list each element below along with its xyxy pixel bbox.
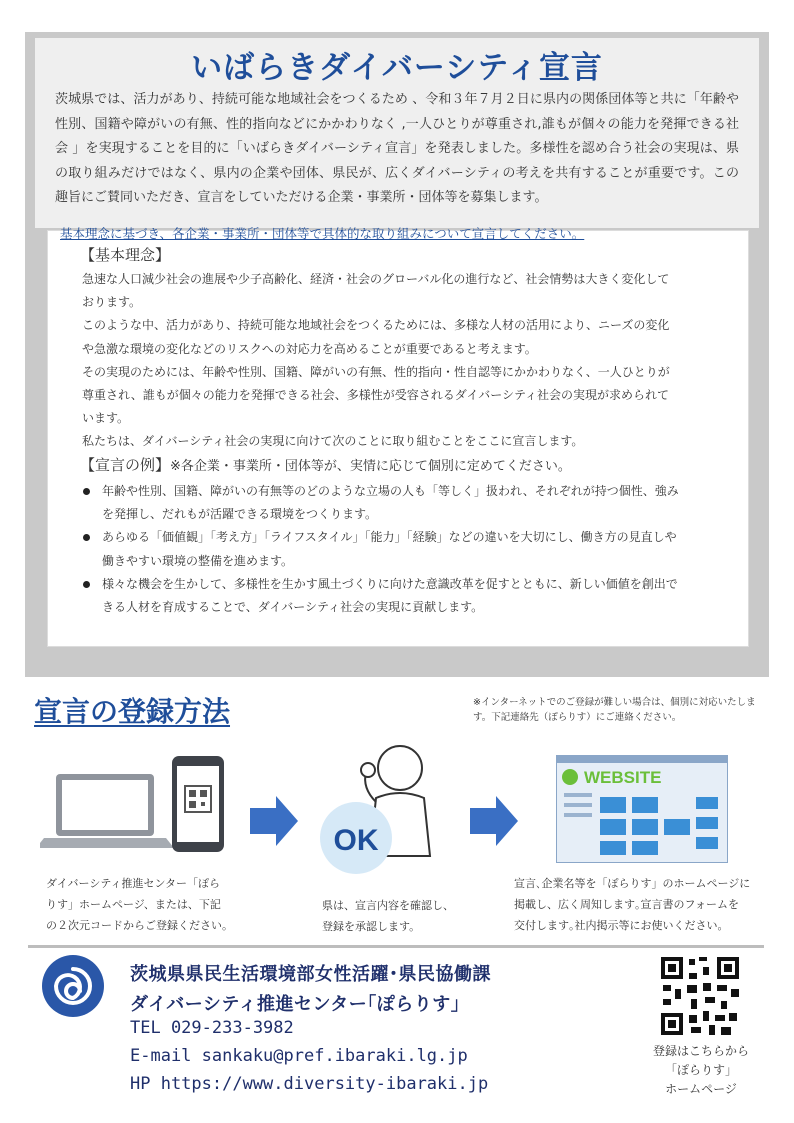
ok-badge: OK (333, 824, 379, 857)
laptop-phone-illustration (40, 752, 240, 857)
divider (28, 945, 764, 948)
basic-paragraph: その実現のためには、年齢や性別、国籍、障がいの有無、性的指向・性自認等にかかわりなく、一人ひとりが尊重され、誰もが個々の能力を発揮できる社会、多様性が受容されるダイバーシティ社会の実現が求められています。 (82, 364, 670, 426)
basic-principles (82, 268, 672, 454)
contact-tel[interactable]: TEL 029-233-3982 (130, 1018, 294, 1038)
example-heading-row (80, 454, 571, 475)
step-line: ダイバーシティ推進センター「ぽら (46, 877, 221, 890)
step-line: 掲載し、広く周知します｡宣言書のフォームを (514, 898, 739, 911)
step-line: 登録を承認します。 (322, 920, 421, 933)
person-ok-illustration (318, 738, 458, 878)
org-line2: ダイバーシティ推進センター｢ぽらりす｣ (130, 994, 461, 1015)
basic-heading: 【基本理念】 (80, 246, 171, 264)
step2-text (322, 895, 454, 937)
step1-text (46, 873, 233, 936)
qr-caption-line: ホームページ (665, 1082, 737, 1096)
contact-homepage[interactable]: HP https://www.diversity-ibaraki.jp (130, 1074, 489, 1094)
website-logo-icon (562, 769, 578, 785)
step-line: 県は、宣言内容を確認し、 (322, 899, 454, 912)
example-note: ※各企業・事業所・団体等が、実情に応じて個別に定めてください。 (170, 459, 571, 474)
qr-caption-line: 「ぽらりす」 (664, 1063, 737, 1077)
step-line: りす」ホームページ、または、下記 (46, 898, 221, 911)
qr-code[interactable] (659, 955, 741, 1037)
registration-title: 宣言の登録方法 (34, 695, 231, 728)
smartphone-icon (172, 756, 224, 852)
list-item (80, 573, 680, 619)
step-line: 交付します｡社内掲示等にお使いください。 (514, 919, 729, 932)
bullet-icon (83, 581, 90, 588)
laptop-icon (40, 774, 174, 848)
bullet-icon (83, 488, 90, 495)
example-text: 様々な機会を生かして、多様性を生かす風土づくりに向けた意識改革を促すとともに、新しい価値を創出できる人材を育成することで、ダイバーシティ社会の実現に貢献します。 (102, 576, 678, 615)
example-text: 年齢や性別、国籍、障がいの有無等のどのような立場の人も「等しく」扱われ、それぞれが持つ個性、強みを発揮し、だれもが活躍できる環境をつくります。 (102, 484, 679, 522)
declaration-header (35, 38, 759, 228)
step-line: の２次元コードからご登録ください。 (46, 919, 233, 932)
arrow-right-icon (250, 796, 298, 846)
basic-paragraph: 急速な人口減少社会の進展や少子高齢化、経済・社会のグローバル化の進行など、社会情勢は大きく変化しております。 (82, 272, 670, 310)
list-item (80, 480, 680, 526)
basic-paragraph: 私たちは、ダイバーシティ社会の実現に向けて次のことに取り組むことをここに宣言します。 (82, 434, 584, 449)
polaris-logo-icon (42, 955, 104, 1017)
org-line1: 茨城県県民生活環境部女性活躍･県民協働課 (130, 964, 491, 985)
bullet-icon (83, 534, 90, 541)
intro-text: 茨城県では、活力があり、持続可能な地域社会をつくるため 、令和３年７月２日に県内の関係団体等と共に「年齢や性別、国籍や障がいの有無、性的指向などにかかわりなく ,一人ひとりが尊重され,誰もが個々の能力を発揮できる社会 」を実現することを目的に「いばらきダイバーシティ宣言」を発表しました。多様性を認め合う社会の実現は、県の取り組みだけではなく、県内の企業や団体、県民が、広くダイバーシティの考えを共有することが重要です。この趣旨にご賛同いただき、宣言をしていただける企業・事業所・団体等を募集します。 (55, 92, 739, 205)
website-illustration (556, 755, 728, 863)
step-line: 宣言､企業名等を「ぽらりす」のホームページに (514, 877, 751, 890)
step3-text (514, 873, 750, 936)
contact-email[interactable]: E-mail sankaku@pref.ibaraki.lg.jp (130, 1046, 468, 1066)
website-banner: WEBSITE (584, 768, 662, 787)
page-title: いばらきダイバーシティ宣言 (191, 50, 603, 86)
registration-note: ※インターネットでのご登録が難しい場合は、個別に対応いたします。下記連絡先（ぽらりす）にご連絡ください。 (473, 697, 756, 723)
example-text: あらゆる「価値観」「考え方」「ライフスタイル」「能力」「経験」などの違いを大切にし、働き方の見直しや働きやすい環境の整備を進めます。 (102, 530, 677, 568)
example-list (80, 480, 680, 619)
list-item (80, 526, 680, 572)
qr-caption (630, 1042, 772, 1099)
example-heading: 【宣言の例】 (80, 456, 171, 474)
qr-caption-line: 登録はこちらから (652, 1044, 749, 1058)
arrow-right-icon (470, 796, 518, 846)
lead-text: 基本理念に基づき、各企業・事業所・団体等で具体的な取り組みについて宣言してください。 (60, 226, 585, 241)
basic-paragraph: このような中、活力があり、持続可能な地域社会をつくるためには、多様な人材の活用により、ニーズの変化や急激な環境の変化などのリスクへの対応力を高めることが重要であると考えます。 (82, 318, 670, 356)
